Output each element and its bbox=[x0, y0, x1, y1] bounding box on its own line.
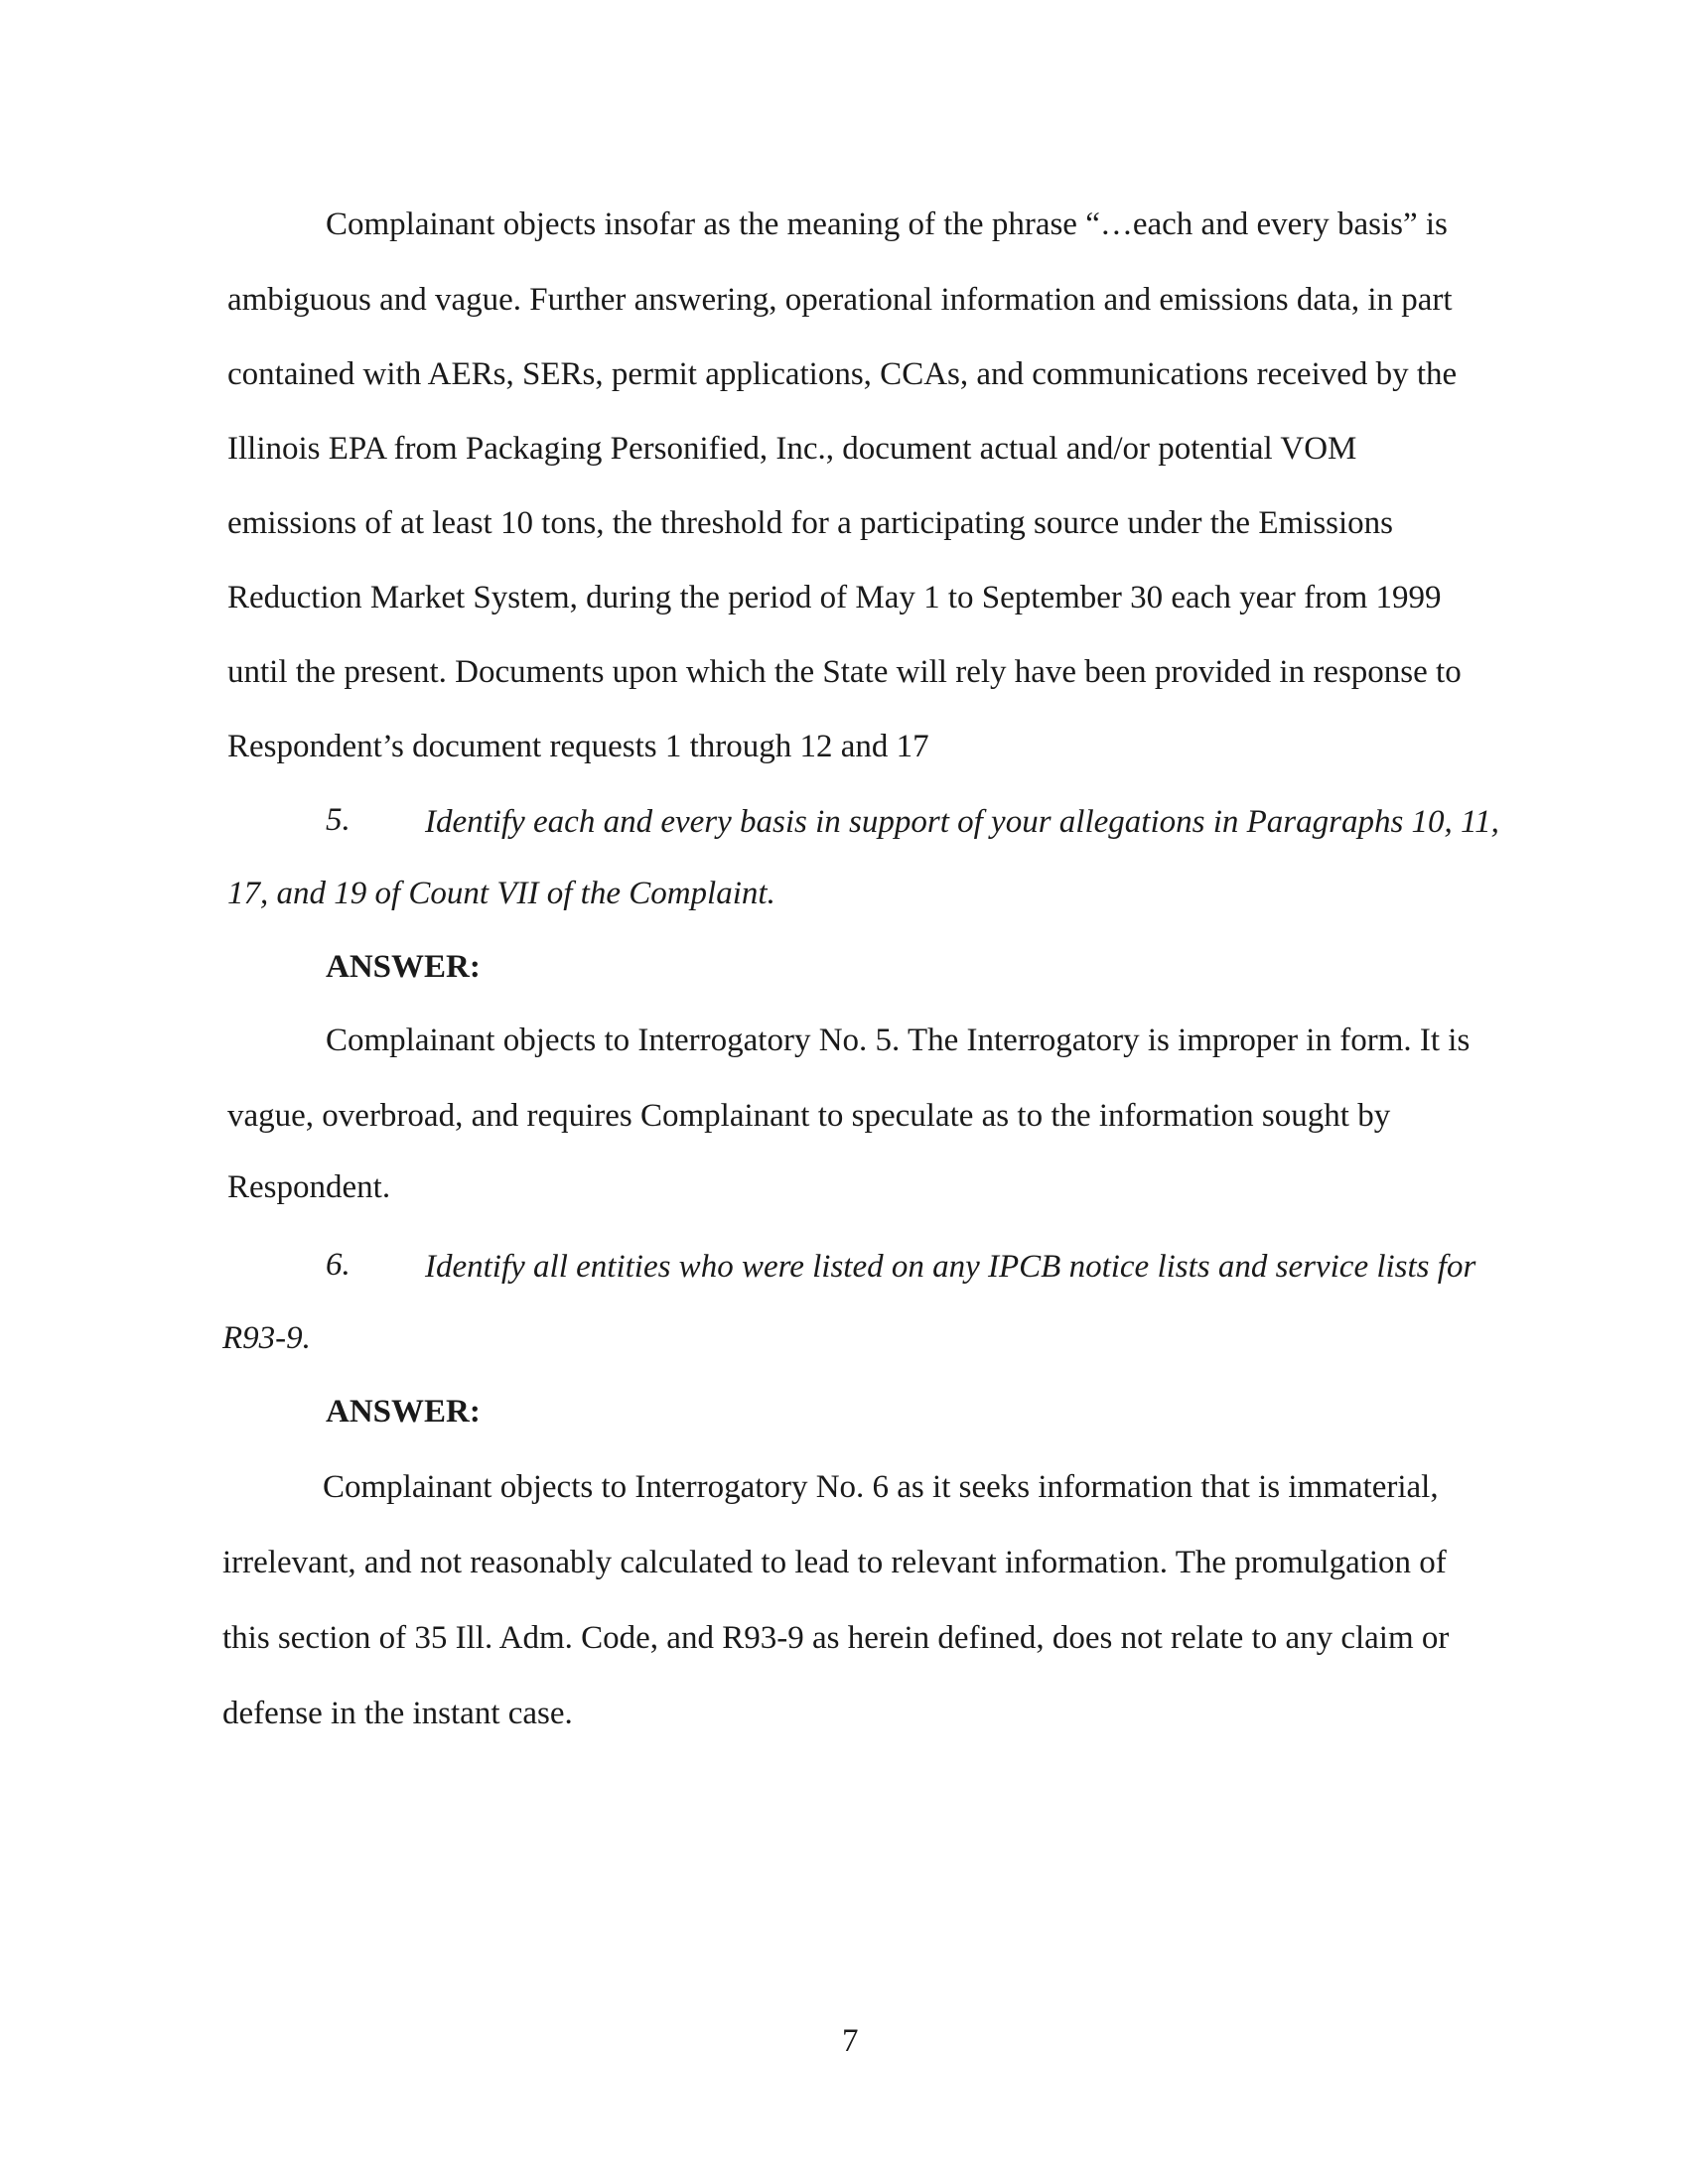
interrogatory-6-answer-line-4: defense in the instant case. bbox=[222, 1696, 573, 1731]
paragraph-1-line-2: ambiguous and vague. Further answering, operational information and emissions data, in part bbox=[227, 282, 1453, 318]
interrogatory-6-answer-line-1: Complainant objects to Interrogatory No. 6 as it seeks information that is immaterial, bbox=[323, 1469, 1439, 1505]
paragraph-1-line-7: until the present. Documents upon which the State will rely have been provided in response to bbox=[227, 654, 1462, 690]
interrogatory-5-line-2: 17, and 19 of Count VII of the Complaint. bbox=[227, 876, 775, 911]
interrogatory-5-answer-line-2: vague, overbroad, and requires Complainant to speculate as to the information sought by bbox=[227, 1098, 1391, 1134]
paragraph-1-line-8: Respondent’s document requests 1 through 12 and 17 bbox=[227, 729, 929, 764]
interrogatory-5-answer-line-3: Respondent. bbox=[227, 1169, 391, 1205]
interrogatory-6-answer-line-2: irrelevant, and not reasonably calculated to lead to relevant information. The promulgation of bbox=[222, 1545, 1447, 1580]
interrogatory-6-line-1: Identify all entities who were listed on any IPCB notice lists and service lists for bbox=[425, 1249, 1476, 1285]
paragraph-1-line-3: contained with AERs, SERs, permit applications, CCAs, and communications received by the bbox=[227, 356, 1458, 392]
interrogatory-6-number: 6. bbox=[326, 1247, 351, 1283]
paragraph-1-line-5: emissions of at least 10 tons, the threshold for a participating source under the Emissions bbox=[227, 505, 1394, 541]
interrogatory-6-line-2: R93-9. bbox=[222, 1320, 311, 1356]
interrogatory-6-answer-heading: ANSWER: bbox=[326, 1394, 481, 1430]
paragraph-1-line-6: Reduction Market System, during the period of May 1 to September 30 each year from 1999 bbox=[227, 580, 1442, 615]
interrogatory-5-number: 5. bbox=[326, 802, 351, 838]
interrogatory-5-line-1: Identify each and every basis in support of your allegations in Paragraphs 10, 11, bbox=[425, 804, 1499, 840]
paragraph-1-line-1: Complainant objects insofar as the meaning of the phrase “…each and every basis” is bbox=[326, 206, 1448, 242]
interrogatory-6-answer-line-3: this section of 35 Ill. Adm. Code, and R93-9 as herein defined, does not relate to any claim or bbox=[222, 1620, 1450, 1656]
page-number: 7 bbox=[842, 2023, 859, 2059]
interrogatory-5-answer-line-1: Complainant objects to Interrogatory No. 5. The Interrogatory is improper in form. It is bbox=[326, 1023, 1471, 1058]
interrogatory-5-answer-heading: ANSWER: bbox=[326, 949, 481, 985]
paragraph-1-line-4: Illinois EPA from Packaging Personified, Inc., document actual and/or potential VOM bbox=[227, 431, 1357, 467]
